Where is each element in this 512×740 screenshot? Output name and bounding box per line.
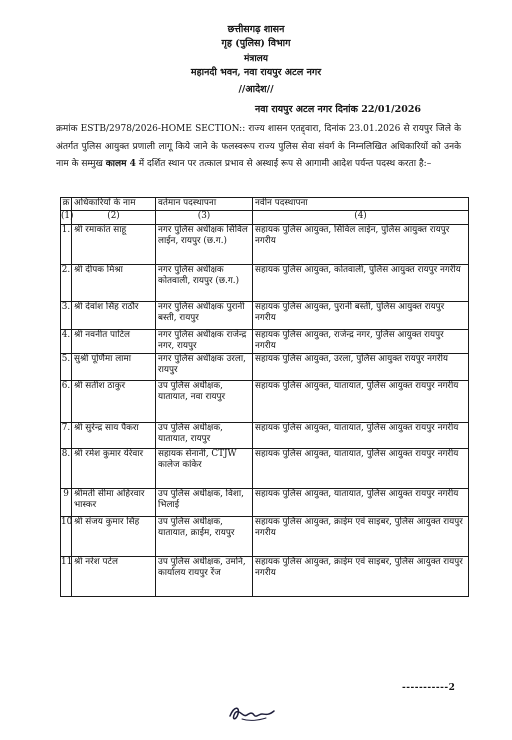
officer-name: श्रीमती सीमा अहिरवार भास्कर — [72, 488, 156, 516]
new-posting: सहायक पुलिस आयुक्त, क्राईम एवं साइबर, पुलिस आयुक्त रायपुर नगरीय — [253, 516, 469, 556]
current-posting: उप पुलिस अधीक्षक, यातायात, रायपुर — [156, 422, 253, 448]
col-number-1: (1) — [61, 210, 72, 224]
table-row — [61, 448, 469, 488]
officer-name: सुश्री पूर्णिमा लामा — [72, 353, 156, 380]
officer-name: श्री रमेश कुमार येरेवार — [72, 448, 156, 488]
current-posting: सहायक सेनानी, CTJW कालेज कांकेर — [156, 448, 253, 488]
row-sno: 11 — [61, 556, 72, 596]
col-number-4: (4) — [253, 210, 469, 224]
date-line: नवा रायपुर अटल नगर दिनांक 22/01/2026 — [255, 104, 422, 115]
officer-name: श्री नरेश पटेल — [72, 556, 156, 596]
new-posting: सहायक पुलिस आयुक्त, पुरानी बस्ती, पुलिस आयुक्त रायपुर नगरीय — [253, 301, 469, 329]
paragraph-text: क्रमांक ESTB/2978/2026-HOME SECTION:: राज्य शासन एतद्द्वारा, दिनांक 23.01.2026 से रायपुर जिले के अंतर्गत पुलिस आयुक्त प्रणाली लागू किये जाने के फलस्वरूप राज्य पुलिस सेवा संवर्ग के निम्नलिखित अधिकारियों को उनके नाम के सम्मुख — [56, 124, 461, 169]
order-title: //आदेश// — [238, 84, 274, 95]
next-page-marker: -----------2 — [402, 683, 456, 693]
row-sno: 1. — [61, 224, 72, 264]
table-row — [61, 224, 469, 264]
current-posting: नगर पुलिस अधीक्षक सिविल लाईन, रायपुर (छ.ग.) — [156, 224, 253, 264]
table-row — [61, 556, 469, 596]
current-posting: उप पुलिस अधीक्षक, उमनि, कार्यालय रायपुर रेंज — [156, 556, 253, 596]
current-posting: उप पुलिस अधीक्षक, विशा, भिलाई — [156, 488, 253, 516]
table-row — [61, 422, 469, 448]
new-posting: सहायक पुलिस आयुक्त, कोतवाली, पुलिस आयुक्त रायपुर नगरीय — [253, 264, 469, 301]
row-sno: 2. — [61, 264, 72, 301]
officer-name: श्री नवनीत पाटिल — [72, 329, 156, 353]
current-posting: नगर पुलिस अधीक्षक उरला, रायपुर — [156, 353, 253, 380]
signature-image — [226, 700, 278, 726]
header-department: गृह (पुलिस) विभाग — [221, 38, 291, 49]
table-row — [61, 380, 469, 422]
officer-name: श्री देवांश सिंह राठौर — [72, 301, 156, 329]
row-sno: 9 — [61, 488, 72, 516]
table-row — [61, 301, 469, 329]
new-posting: सहायक पुलिस आयुक्त, राजेन्द्र नगर, पुलिस आयुक्त रायपुर नगरीय — [253, 329, 469, 353]
table-row — [61, 488, 469, 516]
officer-name: श्री संजय कुमार सिंह — [72, 516, 156, 556]
posting-table — [60, 197, 469, 597]
new-posting: सहायक पुलिस आयुक्त, यातायात, पुलिस आयुक्त रायपुर नगरीय — [253, 380, 469, 422]
new-posting: सहायक पुलिस आयुक्त, यातायात, पुलिस आयुक्त रायपुर नगरीय — [253, 422, 469, 448]
current-posting: उप पुलिस अधीक्षक, यातायात, नवा रायपुर — [156, 380, 253, 422]
row-sno: 5. — [61, 353, 72, 380]
header-government: छत्तीसगढ़ शासन — [227, 24, 285, 35]
table-row — [61, 264, 469, 301]
col-number-3: (3) — [156, 210, 253, 224]
row-sno: 10 — [61, 516, 72, 556]
row-sno: 6. — [61, 380, 72, 422]
new-posting: सहायक पुलिस आयुक्त, क्राईम एवं साइबर, पुलिस आयुक्त रायपुर नगरीय — [253, 556, 469, 596]
paragraph-bold-text: कालम 4 — [105, 159, 136, 169]
table-row — [61, 353, 469, 380]
current-posting: उप पुलिस अधीक्षक, यातायात, क्राईम, रायपुर — [156, 516, 253, 556]
col-header-name: अधिकारियों के नाम — [72, 198, 156, 211]
col-header-sno: क्र — [61, 198, 72, 211]
column-number-row — [61, 210, 469, 224]
officer-name: श्री सुरेन्द्र साय पैकरा — [72, 422, 156, 448]
order-paragraph — [56, 121, 461, 174]
col-header-new: नवीन पदस्थापना — [253, 198, 469, 211]
current-posting: नगर पुलिस अधीक्षक पुरानी बस्ती, रायपुर — [156, 301, 253, 329]
row-sno: 3. — [61, 301, 72, 329]
new-posting: सहायक पुलिस आयुक्त, यातायात, पुलिस आयुक्त रायपुर नगरीय — [253, 488, 469, 516]
new-posting: सहायक पुलिस आयुक्त, उरला, पुलिस आयुक्त रायपुर नगरीय — [253, 353, 469, 380]
table-row — [61, 516, 469, 556]
col-number-2: (2) — [72, 210, 156, 224]
paragraph-text-end: में दर्शित स्थान पर तत्काल प्रभाव से अस्थाई रूप से आगामी आदेश पर्यन्त पदस्थ करता है:– — [135, 159, 432, 169]
current-posting: नगर पुलिस अधीक्षक कोतवाली, रायपुर (छ.ग.) — [156, 264, 253, 301]
officer-name: श्री रमाकांत साहू — [72, 224, 156, 264]
header-address: महानदी भवन, नवा रायपुर अटल नगर — [190, 67, 322, 78]
table-row — [61, 329, 469, 353]
new-posting: सहायक पुलिस आयुक्त, सिविल लाईन, पुलिस आयुक्त रायपुर नगरीय — [253, 224, 469, 264]
row-sno: 4. — [61, 329, 72, 353]
new-posting: सहायक पुलिस आयुक्त, यातायात, पुलिस आयुक्त रायपुर नगरीय — [253, 448, 469, 488]
row-sno: 8. — [61, 448, 72, 488]
officer-name: श्री दीपक मिश्रा — [72, 264, 156, 301]
header-ministry: मंत्रालय — [243, 54, 268, 64]
current-posting: नगर पुलिस अधीक्षक राजेन्द्र नगर, रायपुर — [156, 329, 253, 353]
row-sno: 7. — [61, 422, 72, 448]
table-header-row — [61, 198, 469, 211]
officer-name: श्री सतीश ठाकुर — [72, 380, 156, 422]
col-header-current: वर्तमान पदस्थापना — [156, 198, 253, 211]
